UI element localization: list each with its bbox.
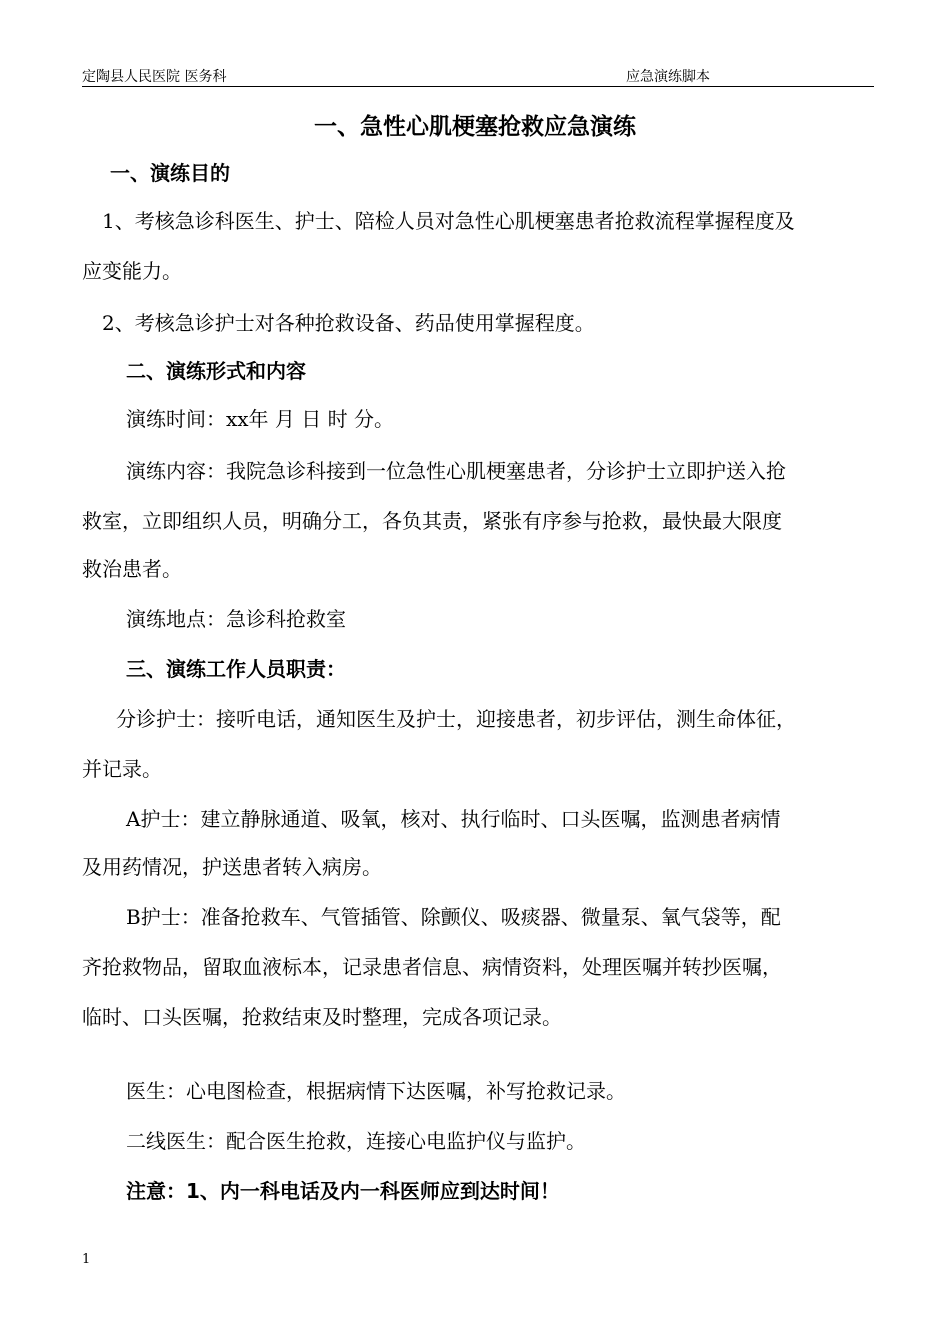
nurse-a-line2: 及用药情况，护送患者转入病房。 <box>82 855 382 879</box>
header-doc-type: 应急演练脚本 <box>626 69 710 85</box>
triage-nurse-line2: 并记录。 <box>82 757 162 781</box>
drill-place: 演练地点：急诊科抢救室 <box>126 607 346 631</box>
nurse-a-line1: A护士：建立静脉通道、吸氧，核对、执行临时、口头医嘱，监测患者病情 <box>126 807 781 831</box>
purpose-item-2: 2、考核急诊护士对各种抢救设备、药品使用掌握程度。 <box>102 311 595 335</box>
section-heading-format: 二、演练形式和内容 <box>126 359 306 383</box>
purpose-item-1-line1: 1、考核急诊科医生、护士、陪检人员对急性心肌梗塞患者抢救流程掌握程度及 <box>102 209 795 233</box>
nurse-b-line1: B护士：准备抢救车、气管插管、除颤仪、吸痰器、微量泵、氧气袋等，配 <box>126 905 781 929</box>
page-number: 1 <box>82 1252 91 1267</box>
drill-content-line3: 救治患者。 <box>82 557 182 581</box>
drill-content-line2: 救室，立即组织人员，明确分工，各负其责，紧张有序参与抢救，最快最大限度 <box>82 509 782 533</box>
note: 注意：1、内一科电话及内一科医师应到达时间！ <box>126 1179 560 1203</box>
header-hospital-dept: 定陶县人民医院 医务科 <box>82 69 227 85</box>
triage-nurse-line1: 分诊护士：接听电话，通知医生及护士，迎接患者，初步评估，测生命体征， <box>116 707 796 731</box>
doctor-duty: 医生：心电图检查，根据病情下达医嘱，补写抢救记录。 <box>126 1079 626 1103</box>
section-heading-duties: 三、演练工作人员职责： <box>126 657 346 681</box>
nurse-b-line3: 临时、口头医嘱，抢救结束及时整理，完成各项记录。 <box>82 1005 562 1029</box>
nurse-b-line2: 齐抢救物品，留取血液标本，记录患者信息、病情资料，处理医嘱并转抄医嘱， <box>82 955 782 979</box>
second-line-doctor-duty: 二线医生：配合医生抢救，连接心电监护仪与监护。 <box>126 1129 586 1153</box>
section-heading-purpose: 一、演练目的 <box>110 161 230 185</box>
document-title: 一、急性心肌梗塞抢救应急演练 <box>314 114 636 140</box>
drill-time: 演练时间：xx年 月 日 时 分。 <box>126 407 394 431</box>
drill-content-line1: 演练内容：我院急诊科接到一位急性心肌梗塞患者，分诊护士立即护送入抢 <box>126 459 786 483</box>
page-header <box>82 66 874 87</box>
purpose-item-1-line2: 应变能力。 <box>82 259 182 283</box>
